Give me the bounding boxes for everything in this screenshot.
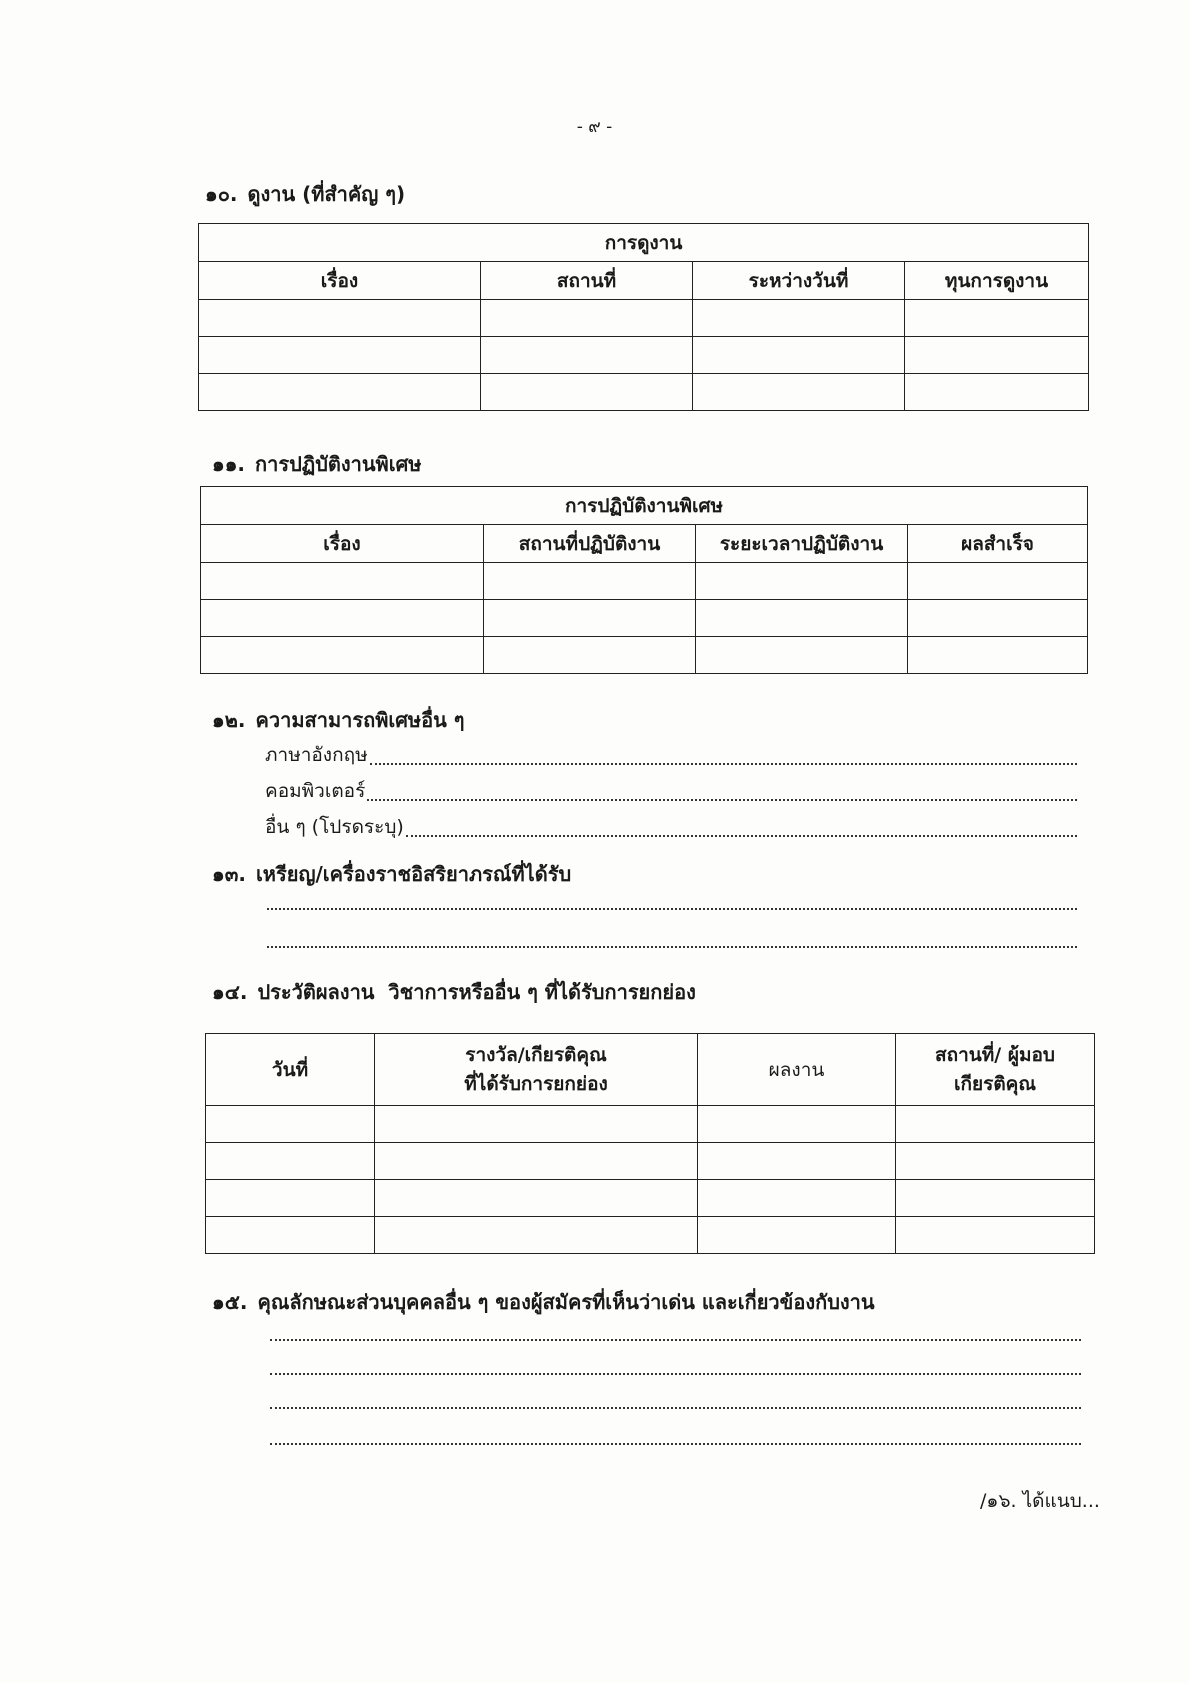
section-number: ๑๓. bbox=[212, 862, 246, 886]
english-skill-field[interactable] bbox=[265, 740, 1077, 770]
table-cell[interactable] bbox=[698, 1217, 896, 1254]
column-header: สถานที่ปฏิบัติงาน bbox=[484, 525, 696, 563]
study-visit-table bbox=[198, 223, 1089, 411]
blank-answer-line[interactable] bbox=[270, 1339, 1081, 1341]
table-cell[interactable] bbox=[199, 374, 481, 411]
section-title: คุณลักษณะส่วนบุคคลอื่น ๆ ของผู้สมัครที่เห็นว่าเด่น และเกี่ยวข้องกับงาน bbox=[257, 1290, 875, 1314]
table-cell[interactable] bbox=[375, 1180, 698, 1217]
blank-answer-line[interactable] bbox=[267, 946, 1077, 948]
table-cell[interactable] bbox=[698, 1143, 896, 1180]
table-cell[interactable] bbox=[375, 1106, 698, 1143]
table-cell[interactable] bbox=[375, 1217, 698, 1254]
section-title: การปฏิบัติงานพิเศษ bbox=[255, 452, 422, 476]
blank-answer-line[interactable] bbox=[270, 1407, 1081, 1409]
table-cell[interactable] bbox=[201, 563, 484, 600]
table-cell[interactable] bbox=[481, 337, 693, 374]
table-row bbox=[199, 300, 1089, 337]
achievement-table bbox=[205, 1033, 1095, 1254]
table-title: การดูงาน bbox=[199, 224, 1089, 262]
special-work-table bbox=[200, 486, 1088, 674]
table-row bbox=[201, 637, 1088, 674]
column-header: เรื่อง bbox=[199, 262, 481, 300]
section-title: เหรียญ/เครื่องราชอิสริยาภรณ์ที่ได้รับ bbox=[255, 862, 572, 886]
column-header: วันที่ bbox=[206, 1034, 375, 1106]
section-number: ๑๒. bbox=[212, 708, 246, 732]
section-number: ๑๔. bbox=[212, 980, 248, 1004]
table-cell[interactable] bbox=[199, 300, 481, 337]
field-label: ภาษาอังกฤษ bbox=[265, 744, 368, 766]
fill-dots bbox=[367, 798, 1077, 801]
table-cell[interactable] bbox=[698, 1180, 896, 1217]
computer-skill-field[interactable] bbox=[265, 776, 1077, 806]
table-cell[interactable] bbox=[481, 374, 693, 411]
continuation-note: /๑๖. ได้แนบ... bbox=[980, 1490, 1100, 1512]
table-cell[interactable] bbox=[696, 600, 908, 637]
table-cell[interactable] bbox=[908, 600, 1088, 637]
table-cell[interactable] bbox=[905, 374, 1089, 411]
table-cell[interactable] bbox=[896, 1217, 1095, 1254]
table-cell[interactable] bbox=[896, 1143, 1095, 1180]
table-cell[interactable] bbox=[693, 374, 905, 411]
column-header: ระหว่างวันที่ bbox=[693, 262, 905, 300]
table-cell[interactable] bbox=[896, 1106, 1095, 1143]
field-label: อื่น ๆ (โปรดระบุ) bbox=[265, 816, 404, 838]
section-15-heading bbox=[212, 1286, 875, 1318]
table-cell[interactable] bbox=[696, 637, 908, 674]
table-cell[interactable] bbox=[693, 300, 905, 337]
table-row bbox=[201, 563, 1088, 600]
table-cell[interactable] bbox=[896, 1180, 1095, 1217]
table-cell[interactable] bbox=[201, 600, 484, 637]
column-header: ทุนการดูงาน bbox=[905, 262, 1089, 300]
blank-answer-line[interactable] bbox=[267, 908, 1077, 910]
table-cell[interactable] bbox=[693, 337, 905, 374]
table-cell[interactable] bbox=[696, 563, 908, 600]
column-header: ระยะเวลาปฏิบัติงาน bbox=[696, 525, 908, 563]
table-cell[interactable] bbox=[481, 300, 693, 337]
section-number: ๑๕. bbox=[212, 1290, 248, 1314]
column-header: เรื่อง bbox=[201, 525, 484, 563]
table-cell[interactable] bbox=[206, 1143, 375, 1180]
page-number: - ๙ - bbox=[576, 117, 613, 137]
section-10-heading bbox=[205, 178, 405, 210]
table-cell[interactable] bbox=[484, 637, 696, 674]
table-cell[interactable] bbox=[908, 563, 1088, 600]
table-row bbox=[206, 1143, 1095, 1180]
section-number: ๑๑. bbox=[212, 452, 245, 476]
section-number: ๑๐. bbox=[205, 182, 238, 206]
table-cell[interactable] bbox=[206, 1106, 375, 1143]
fill-dots bbox=[370, 762, 1077, 765]
table-title: การปฏิบัติงานพิเศษ bbox=[201, 487, 1088, 525]
column-header: ผลสำเร็จ bbox=[908, 525, 1088, 563]
table-row bbox=[199, 337, 1089, 374]
table-cell[interactable] bbox=[484, 600, 696, 637]
table-row bbox=[199, 374, 1089, 411]
table-cell[interactable] bbox=[206, 1180, 375, 1217]
fill-dots bbox=[406, 834, 1077, 837]
table-cell[interactable] bbox=[201, 637, 484, 674]
table-cell[interactable] bbox=[375, 1143, 698, 1180]
table-row bbox=[206, 1180, 1095, 1217]
table-cell[interactable] bbox=[908, 637, 1088, 674]
column-header: ผลงาน bbox=[698, 1034, 896, 1106]
blank-answer-line[interactable] bbox=[270, 1443, 1081, 1445]
table-cell[interactable] bbox=[199, 337, 481, 374]
column-header: สถานที่/ ผู้มอบ เกียรติคุณ bbox=[896, 1034, 1095, 1106]
table-cell[interactable] bbox=[484, 563, 696, 600]
section-title: ประวัติผลงาน วิชาการหรืออื่น ๆ ที่ได้รับการยกย่อง bbox=[257, 980, 696, 1004]
table-row bbox=[206, 1106, 1095, 1143]
blank-answer-line[interactable] bbox=[270, 1373, 1081, 1375]
other-skill-field[interactable] bbox=[265, 812, 1077, 842]
section-11-heading bbox=[212, 448, 421, 480]
field-label: คอมพิวเตอร์ bbox=[265, 780, 366, 802]
table-row bbox=[201, 600, 1088, 637]
section-13-heading bbox=[212, 858, 571, 890]
column-header: สถานที่ bbox=[481, 262, 693, 300]
table-cell[interactable] bbox=[698, 1106, 896, 1143]
table-cell[interactable] bbox=[905, 337, 1089, 374]
section-14-heading bbox=[212, 976, 696, 1008]
table-cell[interactable] bbox=[206, 1217, 375, 1254]
column-header: รางวัล/เกียรติคุณ ที่ได้รับการยกย่อง bbox=[375, 1034, 698, 1106]
section-title: ความสามารถพิเศษอื่น ๆ bbox=[255, 708, 465, 732]
section-title: ดูงาน (ที่สำคัญ ๆ) bbox=[247, 182, 406, 206]
table-row bbox=[206, 1217, 1095, 1254]
section-12-heading bbox=[212, 704, 465, 736]
table-cell[interactable] bbox=[905, 300, 1089, 337]
